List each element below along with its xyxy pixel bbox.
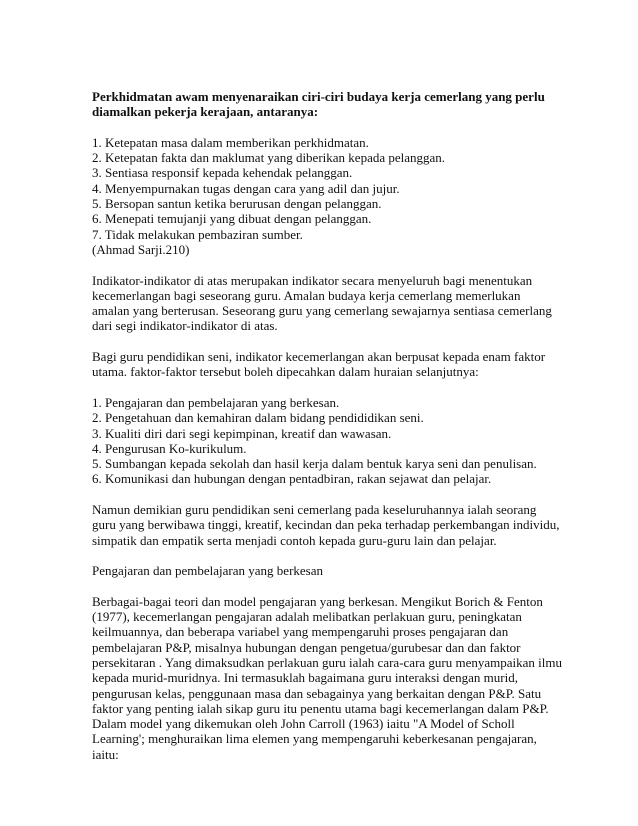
indicator-paragraph: [92, 273, 552, 334]
culture-traits-list: [92, 135, 552, 257]
paragraph-line: Indikator-indikator di atas merupakan indikator secara menyeluruh bagi menentukan: [92, 272, 533, 288]
paragraph-line: guru yang berwibawa tinggi, kreatif, kecindan dan peka terhadap perkembangan individu,: [92, 517, 560, 533]
list-item: 2. Pengetahuan dan kemahiran dalam bidang pendididikan seni.: [92, 410, 424, 426]
paragraph-line: iaitu:: [92, 746, 119, 762]
paragraph-line: utama. faktor-faktor tersebut boleh dipecahkan dalam huraian selanjutnya:: [92, 364, 479, 380]
list-item: 5. Bersopan santun ketika berurusan dengan pelanggan.: [92, 196, 382, 212]
section-heading: Pengajaran dan pembelajaran yang berkesan: [92, 563, 324, 579]
paragraph-line: Learning'; menghuraikan lima elemen yang mempengaruhi keberkesanan pengajaran,: [92, 731, 537, 747]
intro-paragraph: [92, 89, 552, 120]
paragraph-line: faktor yang penting ialah sikap guru itu penentu utama bagi kecemerlangan dalam P&P.: [92, 700, 549, 716]
intro-line: diamalkan pekerja kerajaan, antaranya:: [92, 104, 319, 120]
list-item: 1. Pengajaran dan pembelajaran yang berkesan.: [92, 394, 340, 410]
paragraph-line: Bagi guru pendidikan seni, indikator kecemerlangan akan berpusat kepada enam faktor: [92, 349, 546, 365]
list-item: 7. Tidak melakukan pembaziran sumber.: [92, 226, 303, 242]
paragraph-line: Dalam model yang dikemukan oleh John Carroll (1963) iaitu "A Model of Scholl: [92, 716, 515, 732]
citation: (Ahmad Sarji.210): [92, 241, 190, 257]
teaching-theory-paragraph: [92, 593, 562, 762]
list-item: 6. Menepati temujanji yang dibuat dengan pelanggan.: [92, 211, 372, 227]
art-teacher-paragraph: [92, 349, 552, 380]
paragraph-line: pengurusan kelas, penggunaan masa dan sebagainya yang berkaitan dengan P&P. Satu: [92, 685, 542, 701]
paragraph-line: amalan yang berterusan. Seseorang guru yang cemerlang sewajarnya sentiasa cemerlang: [92, 303, 552, 319]
list-item: 6. Komunikasi dan hubungan dengan pentadbiran, rakan sejawat dan pelajar.: [92, 471, 492, 487]
list-item: 3. Sentiasa responsif kepada kehendak pelanggan.: [92, 165, 353, 181]
paragraph-line: keilmuannya, dan beberapa variabel yang mempengaruhi proses pengajaran dan: [92, 624, 509, 640]
document-page: [92, 89, 562, 762]
list-item: 3. Kualiti diri dari segi kepimpinan, kreatif dan wawasan.: [92, 425, 392, 441]
list-item: 4. Pengurusan Ko-kurikulum.: [92, 440, 247, 456]
paragraph-line: dari segi indikator-indikator di atas.: [92, 318, 278, 334]
paragraph-line: kepada murid-muridnya. Ini termasuklah bagaimana guru interaksi dengan murid,: [92, 670, 518, 686]
summary-paragraph: [92, 502, 560, 548]
list-item: 5. Sumbangan kepada sekolah dan hasil kerja dalam bentuk karya seni dan penulisan.: [92, 456, 537, 472]
list-item: 4. Menyempurnakan tugas dengan cara yang adil dan jujur.: [92, 180, 400, 196]
paragraph-line: kecemerlangan bagi seseorang guru. Amalan budaya kerja cemerlang memerlukan: [92, 287, 521, 303]
paragraph-line: simpatik dan empatik serta menjadi contoh kepada guru-guru lain dan pelajar.: [92, 532, 497, 548]
list-item: 1. Ketepatan masa dalam memberikan perkhidmatan.: [92, 134, 369, 150]
list-item: 2. Ketepatan fakta dan maklumat yang diberikan kepada pelanggan.: [92, 150, 446, 166]
paragraph-line: Namun demikian guru pendidikan seni cemerlang pada keseluruhannya ialah seorang: [92, 502, 537, 518]
paragraph-line: Berbagai-bagai teori dan model pengajaran yang berkesan. Mengikut Borich & Fenton: [92, 593, 543, 609]
intro-line: Perkhidmatan awam menyenaraikan ciri-ciri budaya kerja cemerlang yang perlu: [92, 89, 545, 104]
excellence-factors-list: [92, 395, 552, 487]
paragraph-line: pembelajaran P&P, misalnya hubungan dengan pengetua/gurubesar dan dan faktor: [92, 639, 521, 655]
paragraph-line: (1977), kecemerlangan pengajaran adalah melibatkan perlakuan guru, peningkatan: [92, 609, 522, 625]
paragraph-line: persekitaran . Yang dimaksudkan perlakuan guru ialah cara-cara guru menyampaikan ilmu: [92, 654, 562, 670]
